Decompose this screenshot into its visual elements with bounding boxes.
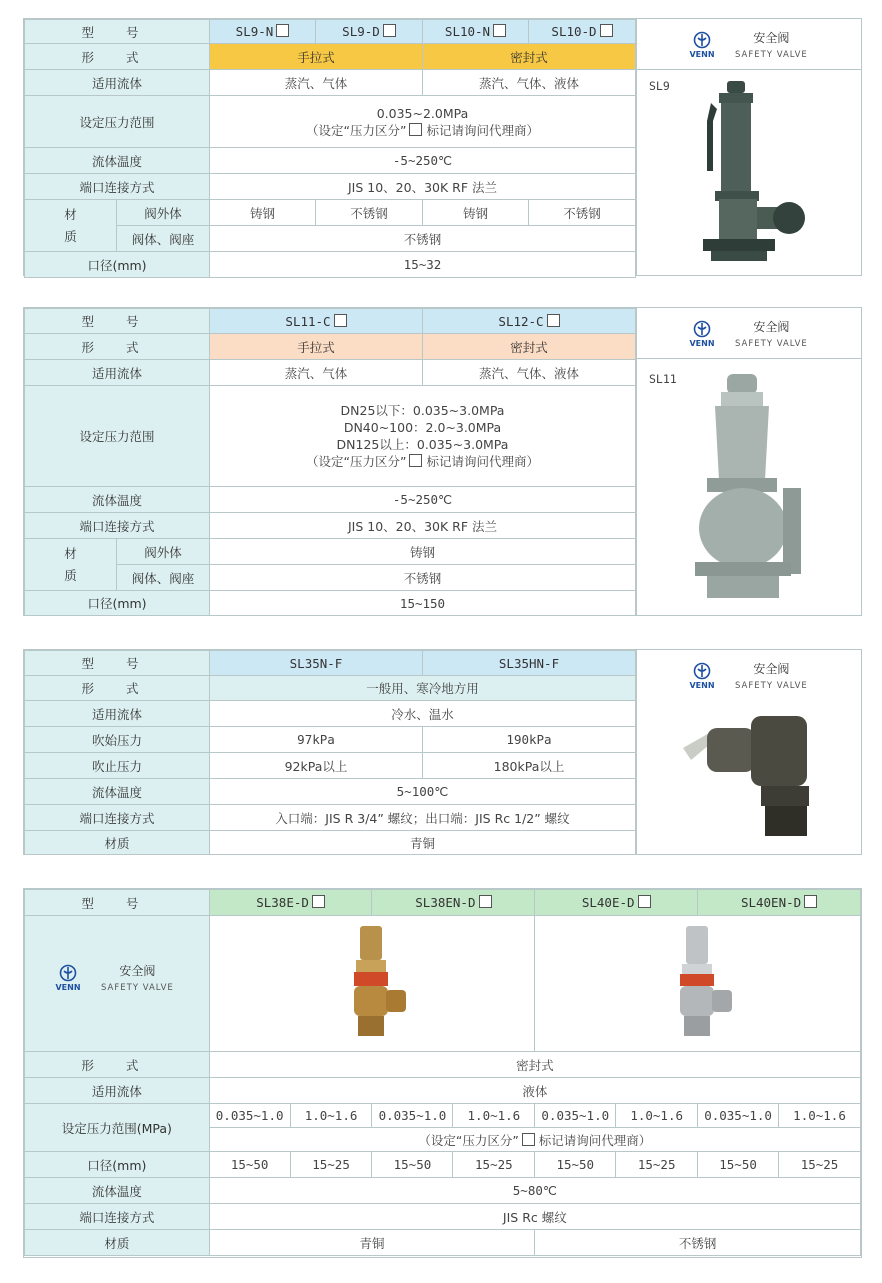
bore-label: 口径(mm) (25, 591, 210, 616)
form-value: 手拉式 (210, 44, 423, 70)
form-value: 密封式 (423, 44, 636, 70)
fluid-value: 液体 (209, 1078, 860, 1104)
body-value: 不锈钢 (316, 200, 423, 226)
spec-table-sl35 (24, 650, 636, 855)
bore-value: 15~50 (535, 1152, 616, 1178)
checkbox-icon (383, 24, 396, 37)
pressure-value: 0.035~1.0 (535, 1104, 616, 1128)
temp-label: 流体温度 (25, 148, 210, 174)
brand-logo: VENN 安全阀 SAFETY VALVE (53, 962, 174, 993)
stop-pressure-label: 吹止压力 (25, 753, 210, 779)
pressure-value: 0.035~2.0MPa （设定“压力区分” 标记请询问代理商） (210, 96, 636, 148)
model-sl9-d: SL9-D (316, 20, 423, 44)
temp-value: 5~100℃ (210, 779, 636, 805)
valve-sl11-image (687, 370, 817, 610)
form-label: 形 式 (25, 44, 210, 70)
form-label: 形 式 (25, 334, 210, 360)
model-sl10-d: SL10-D (529, 20, 636, 44)
spec-block-sl35 (23, 649, 862, 855)
checkbox-icon (479, 895, 492, 908)
checkbox-icon (409, 454, 422, 467)
image-tag: SL11 (649, 372, 677, 386)
fluid-value: 蒸汽、气体、液体 (423, 360, 636, 386)
conn-value: JIS 10、20、30K RF 法兰 (210, 513, 636, 539)
brand-logo: VENN 安全阀 SAFETY VALVE (687, 318, 808, 349)
valve-steel-image (658, 922, 738, 1042)
model-sl38e-d: SL38E-D (209, 890, 372, 916)
fluid-value: 冷水、温水 (210, 701, 636, 727)
body-value: 铸钢 (210, 539, 636, 565)
brand-logo: VENN 安全阀 SAFETY VALVE (687, 660, 808, 691)
venn-logo-icon: VENN (687, 662, 717, 690)
fluid-label: 适用流体 (25, 701, 210, 727)
model-label: 型 号 (25, 651, 210, 676)
checkbox-icon (493, 24, 506, 37)
bore-value: 15~25 (453, 1152, 535, 1178)
pressure-value: 1.0~1.6 (779, 1104, 861, 1128)
bore-value: 15~150 (210, 591, 636, 616)
bore-value: 15~25 (290, 1152, 372, 1178)
temp-label: 流体温度 (25, 487, 210, 513)
stop-pressure-value: 92kPa以上 (210, 753, 423, 779)
start-pressure-label: 吹始压力 (25, 727, 210, 753)
checkbox-icon (804, 895, 817, 908)
model-label: 型 号 (25, 309, 210, 334)
pressure-value: 1.0~1.6 (453, 1104, 535, 1128)
venn-logo-icon: VENN (687, 31, 717, 59)
checkbox-icon (312, 895, 325, 908)
checkbox-icon (638, 895, 651, 908)
checkbox-icon (600, 24, 613, 37)
stop-pressure-value: 180kPa以上 (423, 753, 636, 779)
spec-block-sl11 (23, 307, 862, 616)
brand-logo: VENN 安全阀 SAFETY VALVE (687, 29, 808, 60)
material-value: 青铜 (210, 831, 636, 855)
start-pressure-value: 97kPa (210, 727, 423, 753)
temp-label: 流体温度 (25, 779, 210, 805)
product-panel-sl11 (636, 308, 861, 615)
body-label: 阀外体 (117, 539, 210, 565)
model-sl11-c: SL11-C (210, 309, 423, 334)
pressure-label: 设定压力范围(MPa) (25, 1104, 210, 1152)
checkbox-icon (522, 1133, 535, 1146)
material-label: 材质 (25, 831, 210, 855)
form-value: 手拉式 (210, 334, 423, 360)
material-label: 材 质 (25, 200, 117, 252)
model-sl10-n: SL10-N (423, 20, 529, 44)
material-value: 不锈钢 (535, 1230, 861, 1256)
pressure-value: 1.0~1.6 (290, 1104, 372, 1128)
conn-value: 入口端：JIS R 3/4” 螺纹；出口端：JIS Rc 1/2” 螺纹 (210, 805, 636, 831)
material-value: 青铜 (209, 1230, 535, 1256)
temp-value: 5~80℃ (209, 1178, 860, 1204)
valve-sl9-image (697, 81, 807, 271)
bore-value: 15~50 (698, 1152, 779, 1178)
bore-label: 口径(mm) (25, 1152, 210, 1178)
model-label: 型 号 (25, 20, 210, 44)
steel-valve-cell (535, 916, 861, 1052)
model-sl40en-d: SL40EN-D (698, 890, 861, 916)
conn-label: 端口连接方式 (25, 513, 210, 539)
body-label: 阀外体 (117, 200, 210, 226)
pressure-value: 0.035~1.0 (698, 1104, 779, 1128)
pressure-value: 0.035~1.0 (372, 1104, 453, 1128)
product-panel-sl9 (636, 19, 861, 275)
model-sl40e-d: SL40E-D (535, 890, 698, 916)
spec-table-sl9 (24, 19, 636, 278)
conn-value: JIS 10、20、30K RF 法兰 (210, 174, 636, 200)
valve-bronze-image (332, 922, 412, 1042)
start-pressure-value: 190kPa (423, 727, 636, 753)
seat-label: 阀体、阀座 (117, 226, 210, 252)
seat-value: 不锈钢 (210, 565, 636, 591)
pressure-note: （设定“压力区分” 标记请询问代理商） (209, 1128, 860, 1152)
fluid-label: 适用流体 (25, 1078, 210, 1104)
body-value: 不锈钢 (529, 200, 636, 226)
body-value: 铸钢 (210, 200, 316, 226)
pressure-value: DN25以下：0.035~3.0MPa DN40~100：2.0~3.0MPa DN125以上：0.035~3.0MPa （设定“压力区分” 标记请询问代理商） (210, 386, 636, 487)
venn-logo-icon: VENN (687, 320, 717, 348)
pressure-value: 0.035~1.0 (209, 1104, 290, 1128)
fluid-label: 适用流体 (25, 360, 210, 386)
material-label: 材质 (25, 1230, 210, 1256)
bore-value: 15~25 (779, 1152, 861, 1178)
temp-value: -5~250℃ (210, 148, 636, 174)
checkbox-icon (409, 123, 422, 136)
temp-value: -5~250℃ (210, 487, 636, 513)
form-value: 一般用、寒冷地方用 (210, 676, 636, 701)
material-label: 材 质 (25, 539, 117, 591)
pressure-label: 设定压力范围 (25, 386, 210, 487)
fluid-label: 适用流体 (25, 70, 210, 96)
checkbox-icon (334, 314, 347, 327)
bronze-valve-cell (209, 916, 535, 1052)
model-sl35n-f: SL35N-F (210, 651, 423, 676)
spec-block-sl9 (23, 18, 862, 276)
temp-label: 流体温度 (25, 1178, 210, 1204)
form-label: 形 式 (25, 1052, 210, 1078)
fluid-value: 蒸汽、气体 (210, 360, 423, 386)
spec-table-sl38 (24, 889, 861, 1256)
bore-label: 口径(mm) (25, 252, 210, 278)
model-sl38en-d: SL38EN-D (372, 890, 535, 916)
fluid-value: 蒸汽、气体、液体 (423, 70, 636, 96)
bore-value: 15~25 (616, 1152, 698, 1178)
body-value: 铸钢 (423, 200, 529, 226)
conn-label: 端口连接方式 (25, 1204, 210, 1230)
model-label: 型 号 (25, 890, 210, 916)
image-tag: SL9 (649, 79, 670, 93)
bore-value: 15~32 (210, 252, 636, 278)
product-panel-sl35 (636, 650, 861, 854)
model-sl35hn-f: SL35HN-F (423, 651, 636, 676)
brand-cell (25, 916, 210, 1052)
checkbox-icon (547, 314, 560, 327)
bore-value: 15~50 (372, 1152, 453, 1178)
model-sl12-c: SL12-C (423, 309, 636, 334)
model-sl9-n: SL9-N (210, 20, 316, 44)
venn-logo-icon: VENN (53, 964, 83, 992)
spec-block-sl38 (23, 888, 862, 1258)
checkbox-icon (276, 24, 289, 37)
bore-value: 15~50 (209, 1152, 290, 1178)
seat-label: 阀体、阀座 (117, 565, 210, 591)
valve-sl35-image (677, 710, 827, 845)
spec-table-sl11 (24, 308, 636, 616)
conn-value: JIS Rc 螺纹 (209, 1204, 860, 1230)
conn-label: 端口连接方式 (25, 805, 210, 831)
form-value: 密封式 (423, 334, 636, 360)
pressure-value: 1.0~1.6 (616, 1104, 698, 1128)
fluid-value: 蒸汽、气体 (210, 70, 423, 96)
seat-value: 不锈钢 (210, 226, 636, 252)
form-value: 密封式 (209, 1052, 860, 1078)
form-label: 形 式 (25, 676, 210, 701)
pressure-label: 设定压力范围 (25, 96, 210, 148)
conn-label: 端口连接方式 (25, 174, 210, 200)
